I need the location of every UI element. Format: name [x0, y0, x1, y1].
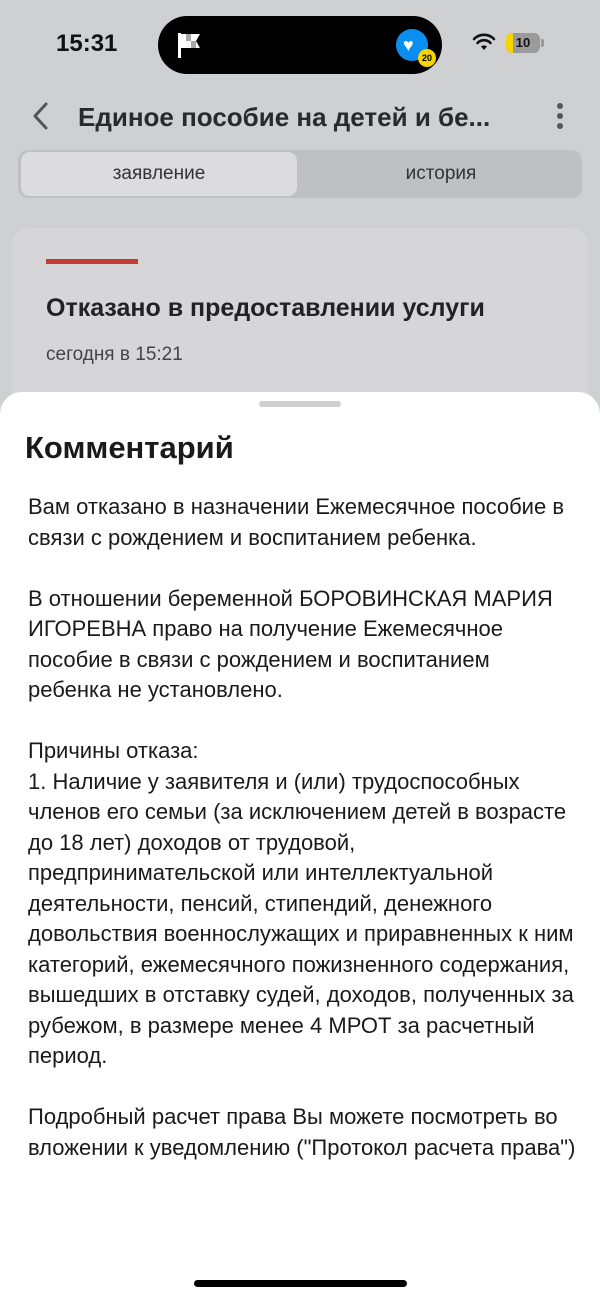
battery-icon: [506, 33, 540, 53]
sheet-grabber-handle[interactable]: [259, 401, 341, 407]
status-time: 15:31: [56, 30, 118, 57]
comment-bottom-sheet: [0, 392, 600, 1300]
comment-text: [28, 492, 576, 1194]
battery-level: 10: [515, 35, 531, 50]
comment-paragraph: Подробный расчет права Вы можете посмотреть во вложении к уведомлению ("Протокол расчета права"): [28, 1104, 576, 1160]
comment-paragraph: Причины отказа: 1. Наличие у заявителя и (или) трудоспособных членов его семьи (за исключением детей в возрасте до 18 лет) доходов от трудовой, предпринимательской или интеллектуальной деятельности, пенсий, стипендий, денежного довольствия военнослужащих и приравненных к ним категорий, ежемесячного пожизненного содержания, вышедших в отставку судей, доходов, полученных за рубежом, в размере менее 4 МРОТ за расчетный период.: [28, 738, 574, 1068]
comment-paragraph: В отношении беременной БОРОВИНСКАЯ МАРИЯ ИГОРЕВНА право на получение Ежемесячное пособие в связи с рождением и воспитанием ребенка не установлено.: [28, 585, 553, 702]
status-title: Отказано в предоставлении услуги: [46, 294, 485, 322]
segmented-tabs: [18, 150, 582, 198]
app-heart-icon: ♥ 20: [396, 29, 428, 61]
app-header: [0, 90, 600, 142]
tab-history[interactable]: история: [405, 163, 477, 184]
wifi-icon: [472, 33, 496, 51]
status-indicator-line: [46, 259, 138, 264]
tab-application[interactable]: заявление: [21, 152, 297, 196]
sheet-title: Комментарий: [25, 430, 234, 465]
dynamic-island: [158, 16, 442, 74]
comment-paragraph: Вам отказано в назначении Ежемесячное пособие в связи с рождением и воспитанием ребенка.: [28, 494, 565, 550]
chevron-left-icon[interactable]: [28, 100, 52, 132]
page-title: Единое пособие на детей и бе...: [78, 102, 491, 132]
status-bar: [0, 0, 600, 90]
flag-icon: [174, 30, 204, 60]
app-badge-count: 20: [418, 49, 436, 67]
battery-tip: [541, 39, 544, 47]
home-indicator[interactable]: [194, 1280, 407, 1287]
status-date: сегодня в 15:21: [46, 344, 183, 365]
more-vertical-icon[interactable]: [552, 100, 568, 132]
